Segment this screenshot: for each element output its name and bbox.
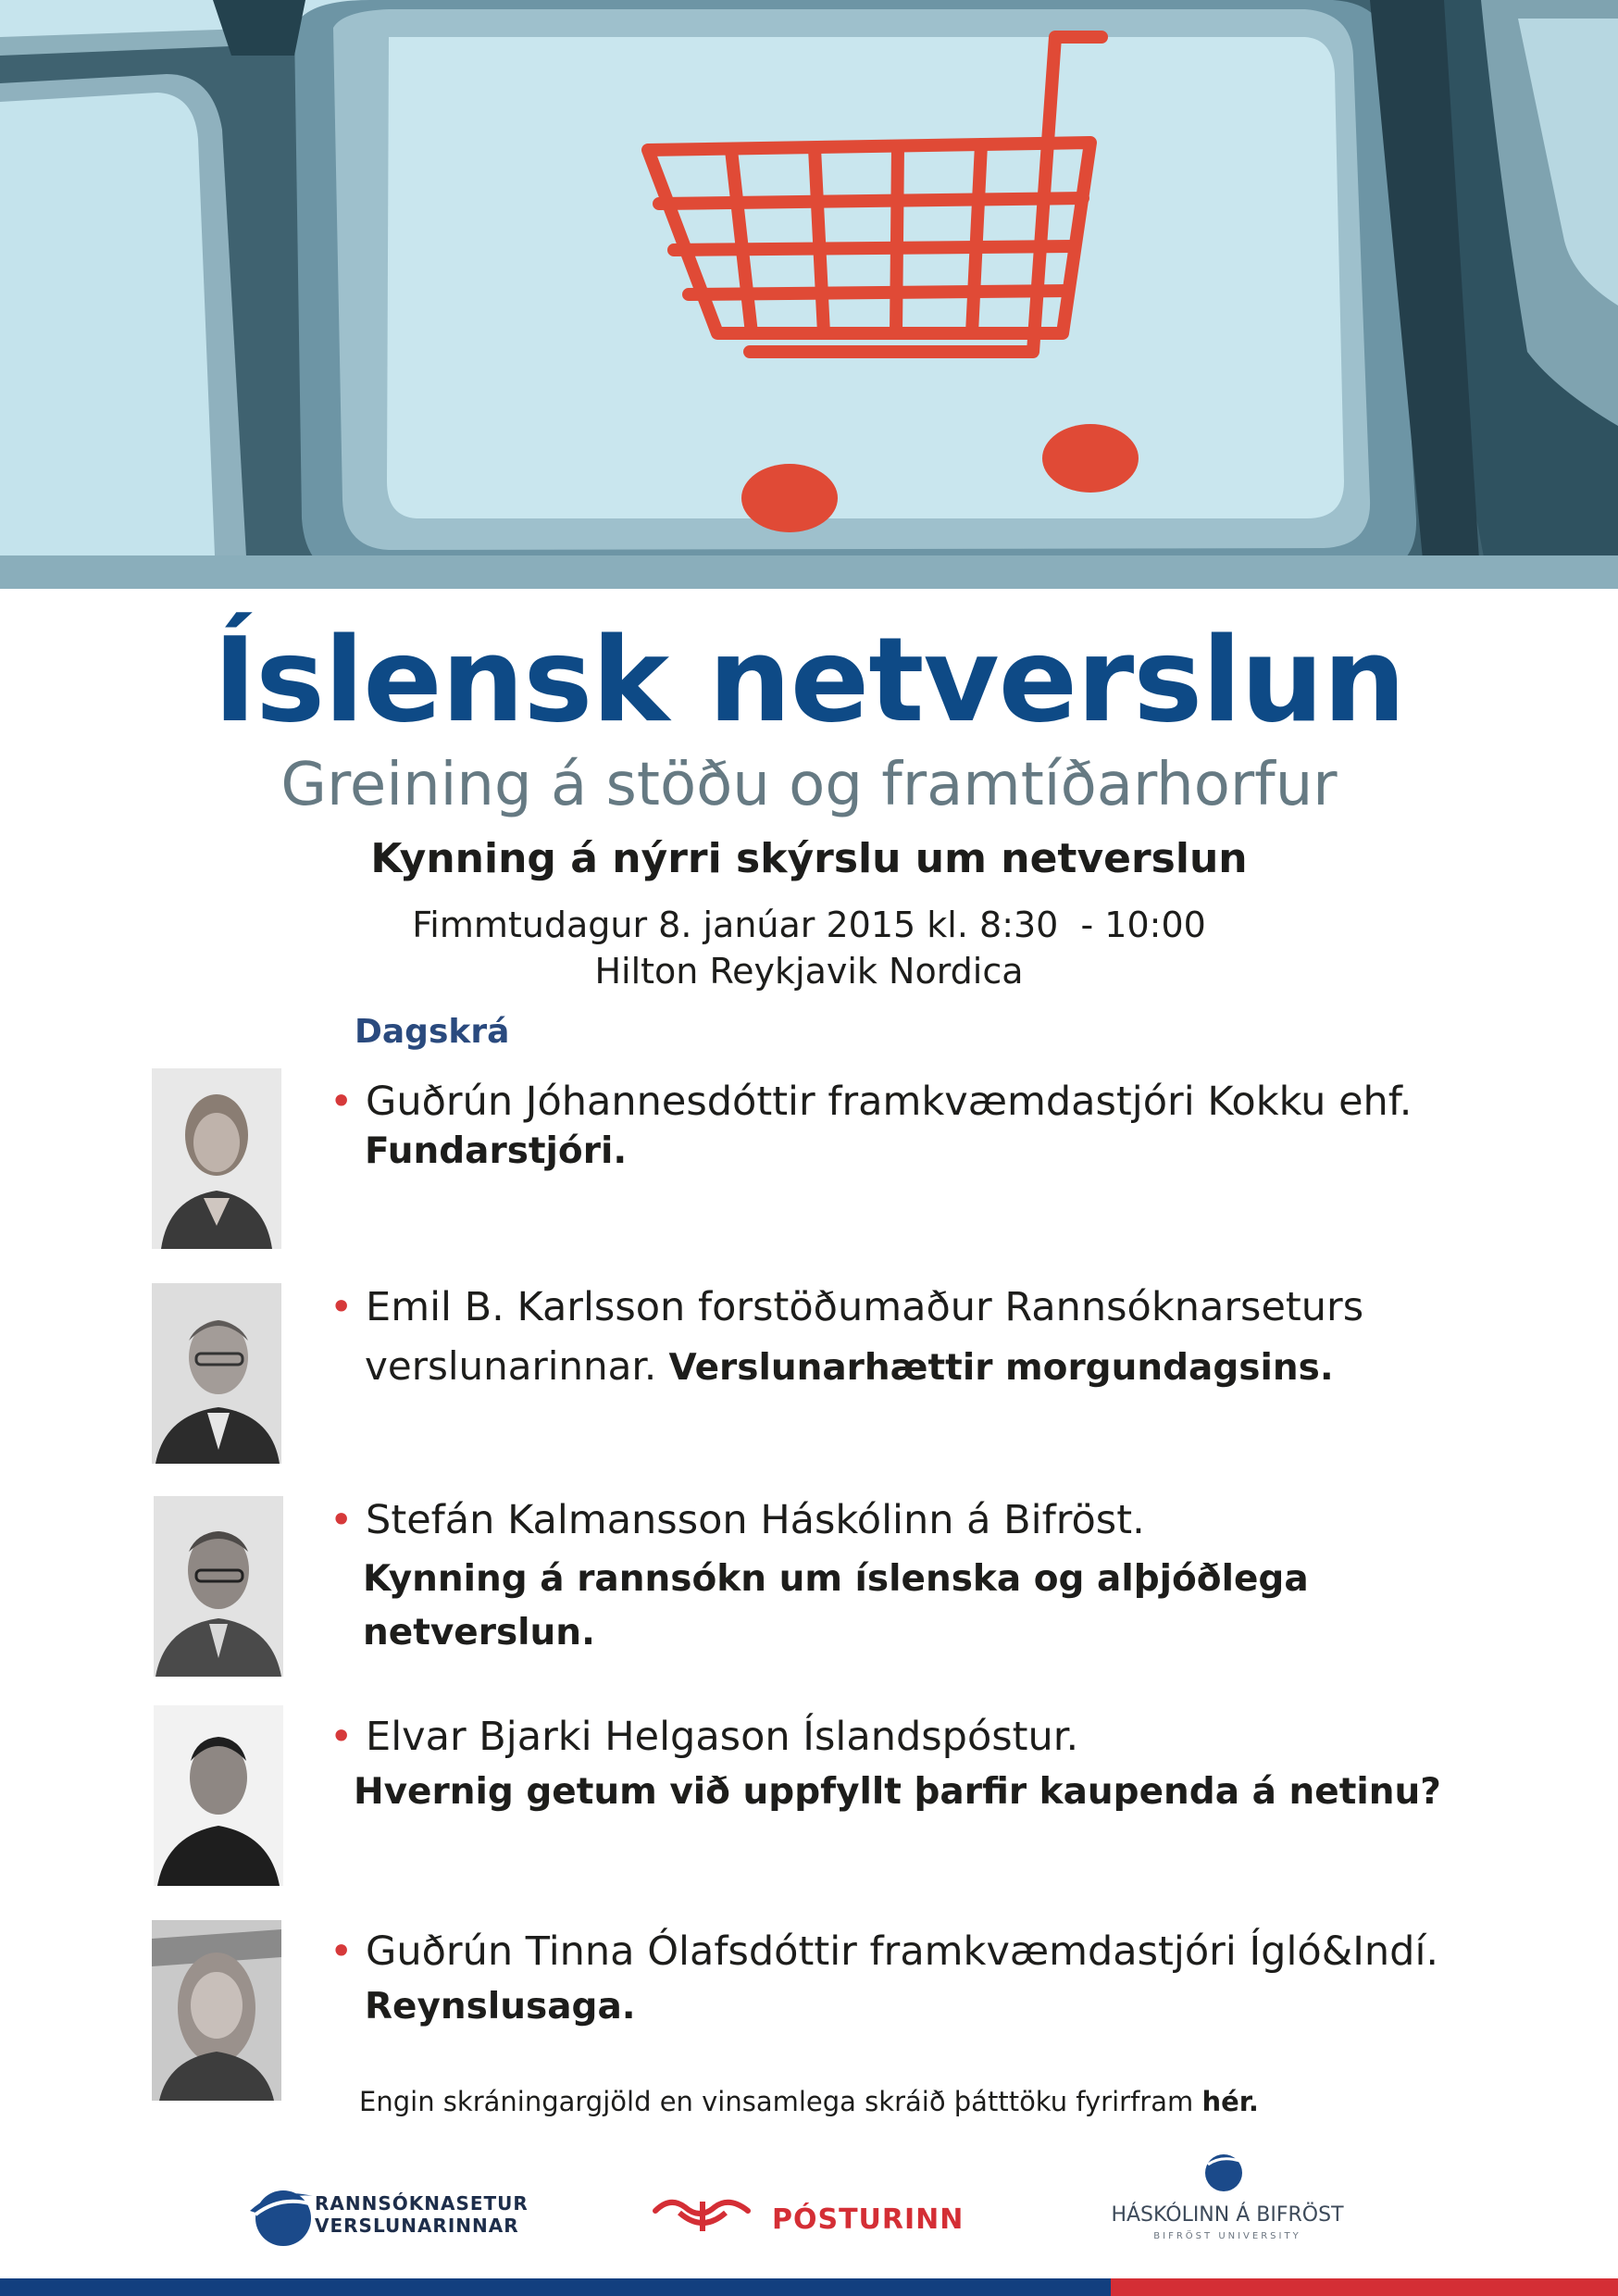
speaker-photo: [152, 1283, 281, 1464]
posturinn-horn-icon: [652, 2192, 753, 2235]
agenda-item-topic: Hvernig getum við uppfyllt þarfir kaupenda á netinu?: [354, 1771, 1441, 1813]
event-date-time: Fimmtudagur 8. janúar 2015 kl. 8:30 - 10:00: [412, 905, 1206, 945]
bullet-icon: •: [330, 1497, 354, 1543]
rannsoknasetur-line1: RANNSÓKNASETUR: [315, 2192, 529, 2215]
logo-rannsoknasetur: [248, 2181, 544, 2255]
logo-posturinn: [652, 2192, 1003, 2248]
agenda-item-speaker: • Stefán Kalmansson Háskólinn á Bifröst.: [330, 1497, 1145, 1543]
bottom-color-bar: [0, 2278, 1618, 2296]
bifrost-line2: BIFRÖST UNIVERSITY: [1153, 2231, 1301, 2241]
posturinn-name: PÓSTURINN: [772, 2203, 965, 2236]
agenda-item-speaker: • Guðrún Jóhannesdóttir framkvæmdastjóri Kokku ehf.: [330, 1079, 1413, 1125]
agenda-item-topic: verslunarinnar. Verslunarhættir morgundagsins.: [365, 1343, 1334, 1389]
bifrost-line1: HÁSKÓLINN Á BIFRÖST: [1111, 2203, 1344, 2227]
page-subtitle: Greining á stöðu og framtíðarhorfur: [280, 751, 1338, 819]
agenda-item-speaker: • Guðrún Tinna Ólafsdóttir framkvæmdastjóri Ígló&Indí.: [330, 1928, 1439, 1975]
speaker-photo: [154, 1705, 283, 1886]
logo-bifrost: [1107, 2152, 1348, 2253]
speaker-photo: [152, 1920, 281, 2101]
lead-text: Kynning á nýrri skýrslu um netverslun: [370, 835, 1248, 882]
page-title: Íslensk netverslun: [213, 612, 1405, 748]
rannsoknasetur-logo-icon: [248, 2183, 315, 2248]
event-venue: Hilton Reykjavik Nordica: [594, 951, 1024, 992]
registration-note: Engin skráningargjöld en vinsamlega skráið þátttöku fyrirfram hér.: [359, 2086, 1259, 2117]
bullet-icon: •: [330, 1928, 354, 1975]
registration-link[interactable]: hér.: [1201, 2086, 1259, 2117]
agenda-item-topic: Kynning á rannsókn um íslenska og alþjóðlega: [363, 1558, 1309, 1600]
bullet-icon: •: [330, 1714, 354, 1760]
header-illustration: [0, 0, 1618, 589]
rannsoknasetur-line2: VERSLUNARINNAR: [315, 2215, 519, 2237]
bifrost-logo-icon: [1202, 2152, 1245, 2194]
speaker-photo: [154, 1496, 283, 1677]
agenda-item-speaker: • Elvar Bjarki Helgason Íslandspóstur.: [330, 1714, 1079, 1760]
bullet-icon: •: [330, 1079, 354, 1125]
agenda-item-speaker: • Emil B. Karlsson forstöðumaður Rannsóknarseturs: [330, 1284, 1364, 1330]
agenda-item-topic: Reynslusaga.: [365, 1986, 636, 2028]
speaker-photo: [152, 1068, 281, 1249]
agenda-item-topic-continued: netverslun.: [363, 1612, 595, 1653]
agenda-heading: Dagskrá: [355, 1013, 510, 1051]
bullet-icon: •: [330, 1284, 354, 1330]
agenda-item-topic: Fundarstjóri.: [365, 1130, 628, 1172]
